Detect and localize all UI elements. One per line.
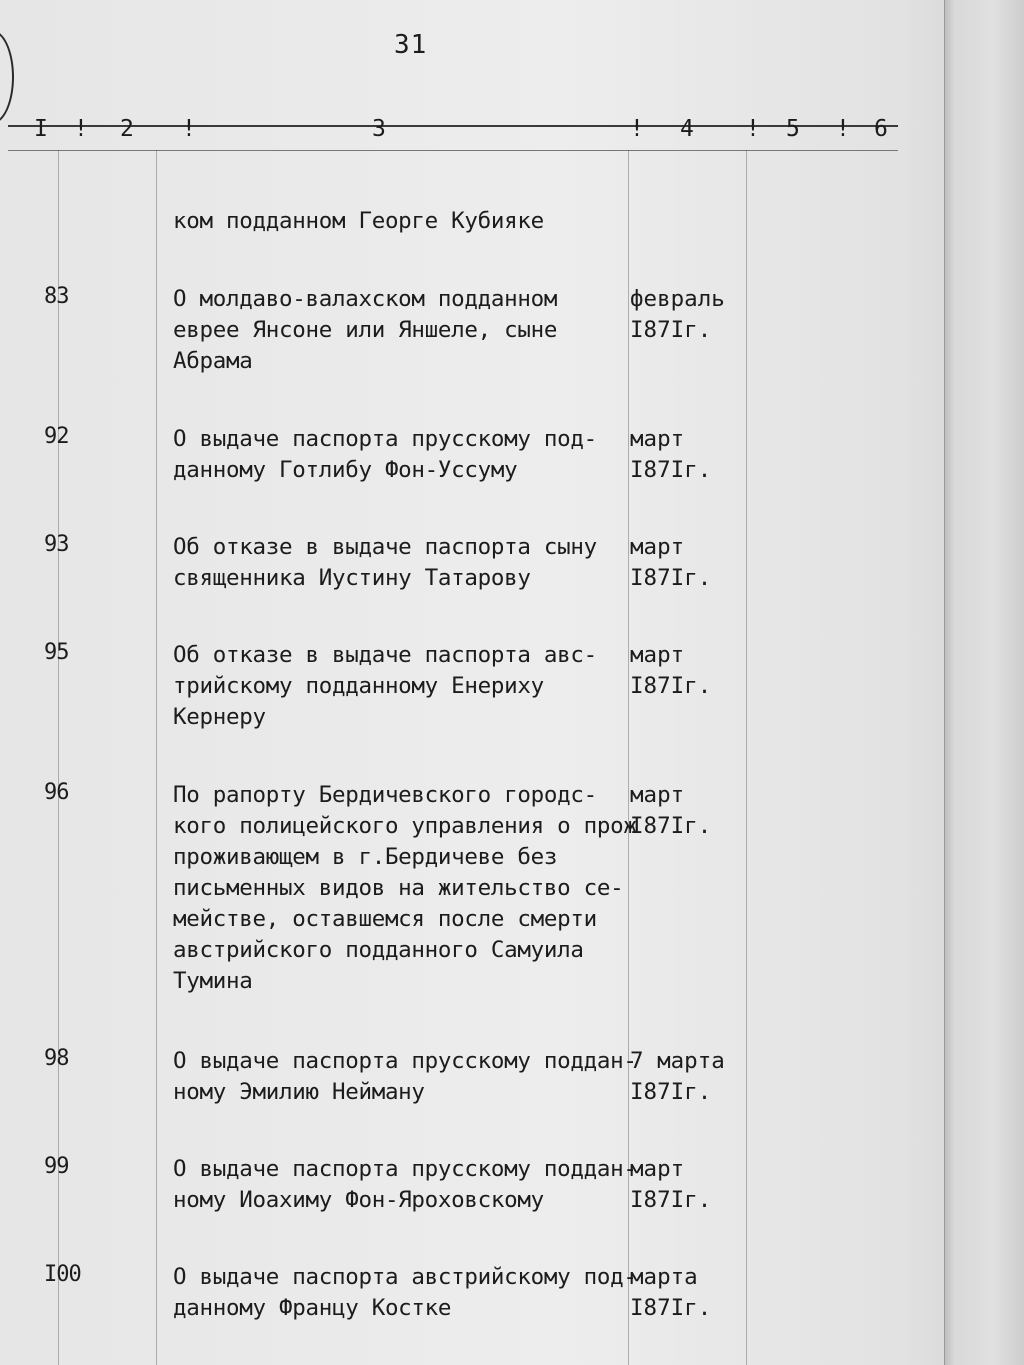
- entry-date-line: I87Iг.: [630, 813, 712, 839]
- entry-date-line: 7 марта: [630, 1048, 725, 1074]
- entry-title-line: ному Иоахиму Фон-Яроховскому: [173, 1187, 544, 1213]
- column-separator: !: [630, 116, 644, 142]
- entry-title: [173, 1046, 643, 1108]
- column-separator: !: [182, 116, 196, 142]
- page-edge-shadow: [944, 0, 1024, 1365]
- entry-date-line: I87Iг.: [630, 1187, 712, 1213]
- entry-title: [173, 1154, 643, 1216]
- entry-title-line: трийскому подданному Енериху: [173, 673, 544, 699]
- entry-date-line: март: [630, 1156, 685, 1182]
- entry-date: [630, 424, 711, 486]
- entry-title: [173, 424, 643, 486]
- entry-number: 95: [44, 640, 69, 665]
- column-header-4: 4: [680, 116, 694, 142]
- entry-number: 96: [44, 780, 69, 805]
- column-line: [58, 150, 59, 1365]
- column-header-3: 3: [372, 116, 386, 142]
- entry-title: [173, 1262, 643, 1324]
- entry-title-line: Тумина: [173, 968, 253, 994]
- entry-title-line: кого полицейского управления о прож: [173, 813, 637, 839]
- entry-title: [173, 640, 643, 733]
- entry-number: 99: [44, 1154, 69, 1179]
- page-number: 31: [394, 30, 428, 60]
- entry-title-line: проживающем в г.Бердичеве без: [173, 844, 558, 870]
- entry-title-line: священника Иустину Татарову: [173, 565, 531, 591]
- entry-title-line: данному Францу Костке: [173, 1295, 452, 1321]
- column-line: [746, 150, 747, 1365]
- entry-title-line: мействе, оставшемся после смерти: [173, 906, 597, 932]
- entry-date: [630, 640, 711, 702]
- entry-title-line: О выдаче паспорта прусскому поддан-: [173, 1156, 637, 1182]
- entry-date-line: февраль: [630, 286, 725, 312]
- entry-date-line: март: [630, 426, 685, 452]
- entry-title-line: письменных видов на жительство се-: [173, 875, 624, 901]
- entry-title-line: О выдаче паспорта прусскому поддан-: [173, 1048, 637, 1074]
- entry-title: [173, 532, 643, 594]
- entry-title-line: Абрама: [173, 348, 253, 374]
- entry-date-line: I87Iг.: [630, 1079, 712, 1105]
- column-separator: !: [746, 116, 760, 142]
- entry-date-line: март: [630, 782, 685, 808]
- entry-date-line: март: [630, 534, 685, 560]
- entry-date-line: I87Iг.: [630, 673, 712, 699]
- entry-title-line: еврее Янсоне или Яншеле, сыне: [173, 317, 558, 343]
- entry-title-line: Кернеру: [173, 704, 266, 730]
- entry-date-line: март: [630, 642, 685, 668]
- column-header-6: 6: [874, 116, 888, 142]
- entry-title-line: О молдаво-валахском подданном: [173, 286, 558, 312]
- entry-title-line: Об отказе в выдаче паспорта сыну: [173, 534, 597, 560]
- entry-number: 92: [44, 424, 69, 449]
- entry-date-line: марта: [630, 1264, 698, 1290]
- entry-number: 93: [44, 532, 69, 557]
- entry-title: [173, 780, 643, 997]
- column-header-row: [0, 116, 944, 156]
- entry-date: [630, 1046, 725, 1108]
- entry-title-line: австрийского подданного Самуила: [173, 937, 584, 963]
- entry-date-line: I87Iг.: [630, 317, 712, 343]
- entry-date-line: I87Iг.: [630, 1295, 712, 1321]
- entry-date: [630, 780, 711, 842]
- entry-title-line: О выдаче паспорта прусскому под-: [173, 426, 597, 452]
- entry-title: [173, 284, 643, 377]
- column-separator: !: [74, 116, 88, 142]
- entry-date: [630, 532, 711, 594]
- entry-date-line: I87Iг.: [630, 565, 712, 591]
- column-line: [156, 150, 157, 1365]
- entry-title-line: О выдаче паспорта австрийскому под-: [173, 1264, 637, 1290]
- column-header-5: 5: [786, 116, 800, 142]
- column-separator: !: [836, 116, 850, 142]
- entry-date: [630, 1262, 711, 1324]
- entry-title-line: ком подданном Георге Кубияке: [173, 208, 544, 234]
- binding-curve: [0, 30, 14, 124]
- entry-number: 98: [44, 1046, 69, 1071]
- entry-number: I00: [44, 1262, 81, 1287]
- entry-title: [173, 206, 643, 237]
- entry-date-line: I87Iг.: [630, 457, 712, 483]
- entry-title-line: Об отказе в выдаче паспорта авс-: [173, 642, 597, 668]
- entry-number: 83: [44, 284, 69, 309]
- entry-date: [630, 1154, 711, 1216]
- entry-title-line: данному Готлибу Фон-Уссуму: [173, 457, 518, 483]
- entry-date: [630, 284, 725, 346]
- column-header-1: I: [34, 116, 48, 142]
- entry-title-line: По рапорту Бердичевского городс-: [173, 782, 597, 808]
- entry-title-line: ному Эмилию Нейману: [173, 1079, 425, 1105]
- column-header-2: 2: [120, 116, 134, 142]
